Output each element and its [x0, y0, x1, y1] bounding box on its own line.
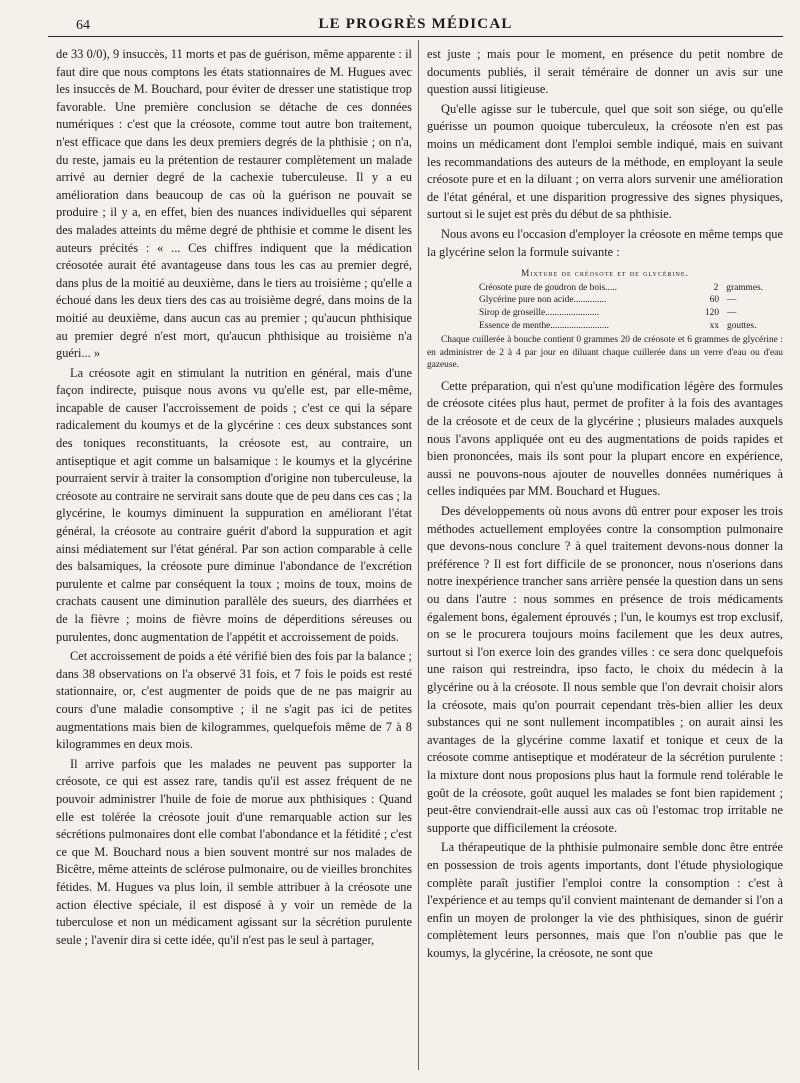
ingredient-quantity: 2: [713, 282, 719, 293]
paragraph: Il arrive parfois que les malades ne peuvent pas supporter la créosote, ce qui est assez rare, tandis qu'il est assez fréquent de ne pouvoir administrer l'huile de foie de morue aux phthisiques : Quand elle est tolérée la créosote jouit d'une remarquable action sur les sécrétions pulmonaires dont elle combat l'abondance et la fétidité ; c'est ce que M. Bouchard nous a bien souvent montré sur nos malades de Bicêtre, même atteints de sclérose pulmonaire, ou de vieilles bronchites fétides. M. Hugues va plus loin, il semble attribuer à la créosote une action élective spéciale, il est disposé à y voir un remède de la tuberculose et non un médicament agissant sur la sécrétion purulente seule ; l'avenir dira si cette idée, qu'il n'est pas le seul à partager,: [56, 756, 412, 947]
ingredient-unit: gouttes.: [727, 320, 757, 331]
ingredient-name: Créosote pure de goudron de bois.....: [479, 282, 617, 293]
formula-ingredient: [427, 320, 783, 333]
paragraph: Qu'elle agisse sur le tubercule, quel que soit son siége, ou qu'elle guérisse un poumon quoique tuberculeux, la créosote n'en est pas moins un médicament dont l'emploi semble indiqué, mais en suivant les recommandations des auteurs de la méthode, en employant la seule créosote pure et en la diluant ; on verra alors survenir une amélioration de l'état général, et une disparition progressive des signes physiques, surtout si le sujet est près du début de sa phthisie.: [427, 101, 783, 222]
formula-ingredient: [427, 294, 783, 307]
formula-block: [427, 267, 783, 372]
paragraph: Cette préparation, qui n'est qu'une modification légère des formules de créosote citées plus haut, permet de profiter à la fois des avantages de la créosote et de ceux de la glycérine ; plusieurs malades auxquels nous l'avons appliquée ont eu des augmentations de poids rapides et bien prononcées, mais ils sont pour la plupart encore en expérience, aussi ne pouvons-nous ajouter de nouvelles données numériques à celles indiquées par MM. Bouchard et Hugues.: [427, 378, 783, 499]
ingredient-name: Glycérine pure non acide..............: [479, 295, 607, 306]
ingredient-quantity: 120: [704, 307, 719, 318]
paragraph: Des développements où nous avons dû entrer pour exposer les trois méthodes actuellement employées contre la consomption pulmonaire que devons-nous conclure ? à quel traitement devons-nous donner la préférence ? Il est fort difficile de se prononcer, nous n'oserions dans notre inexpérience trancher sans arrière pensée la question dans un sens ou dans l'autre : nous sommes en présence de trois médicaments également bons, également éprouvés ; l'un, le koumys est trop exclusif, on se le procurera toujours moins facilement que les deux autres, surtout si l'on exerce loin des grandes villes : ce sera donc quelquefois une raison qui restreindra, ipso facto, le choix du médecin à la glycérine ou à la créosote. Il nous semble que l'on devrait choisir alors la créosote, mais qu'on pourrait cependant très-bien allier les deux substances qui ne sont nullement incompatibles ; on aurait ainsi les avantages de la glycérine comme laxatif et tonique et ceux de la créosote comme antiseptique et modérateur de la sécrétion purulente : la mixture dont nous proposions plus haut la formule rend tolérable le goût de la créosote, goût auquel les malades se font bien rapidement ; peut-être conviendrait-elle aussi aux cas où l'estomac trop irritable ne supporte que difficilement la créosote.: [427, 504, 783, 835]
page-header: [48, 14, 783, 37]
right-column: [427, 46, 783, 1071]
formula-note: Chaque cuillerée à bouche contient 0 grammes 20 de créosote et 6 grammes de glycérine : en administrer de 2 à 4 par jour en diluant chaque cuillerée dans un verre d'eau ou d'eau gazeuse.: [427, 335, 783, 371]
paragraph: Nous avons eu l'occasion d'employer la créosote en même temps que la glycérine selon la formule suivante :: [427, 226, 783, 259]
formula-title: Mixture de créosote et de glycérine.: [521, 268, 689, 279]
ingredient-unit: grammes.: [726, 282, 763, 293]
left-column: [56, 46, 412, 1071]
paragraph: est juste ; mais pour le moment, en présence du petit nombre de documents publiés, il serait téméraire de donner un avis sur une question aussi litigieuse.: [427, 47, 783, 97]
paragraph: La thérapeutique de la phthisie pulmonaire semble donc être entrée en possession de trois agents importants, dont l'étude physiologique complète paraît justifier l'emploi contre la consomption : c'est à l'expérience et au temps qu'il convient maintenant de demander si l'on a enfin un moyen de prolonger la vie des phthisiques, sinon de guérir complètement leurs personnes, mais que l'on n'oublie pas que le koumys, la glycérine, la créosote, ne sont que: [427, 840, 783, 960]
page-number: 64: [76, 18, 90, 33]
ingredient-unit: —: [727, 295, 737, 306]
ingredient-quantity: xx: [709, 320, 719, 331]
formula-ingredient: [427, 282, 783, 295]
ingredient-name: Essence de menthe.........................: [479, 320, 609, 331]
paragraph: de 33 0/0), 9 insuccès, 11 morts et pas de guérison, même apparente : il faut dire que nous comptons les états stationnaires de M. Hugues avec les insuccès de M. Bouchard, pour éviter de dresser une statistique trop favorable. Une première conclusion se détache de ces données numériques : c'est que la créosote, comme tout autre bon traitement, n'est efficace que dans les deux premiers degrés de la phthisie ; on n'a, du reste, jamais eu la prétention de restaurer complètement un malade arrivé au dernier degré de la cachexie tuberculeuse. Il y a eu amélioration dans beaucoup de cas où la guérison ne pouvait se produire ; il y a, en effet, bien des nuances individuelles qui séparent des malades atteints du même degré de phthisie et comme le disent les auteurs précités : « ... Ces chiffres indiquent que la médication créosotée aurait été avantageuse dans tous les cas au premier degré, dans plus de la moitié au deuxième, dans le tiers au troisième ; qu'elle a échoué dans les deux tiers des cas au troisième degré, dans moins de la moitié au deuxième, dans aucun cas au premier ; qu'aucun phthisique au premier degré n'est mort, qu'aucun phthisique au troisième n'a guéri... »: [56, 47, 412, 361]
column-divider: [418, 40, 419, 1070]
ingredient-quantity: 60: [709, 295, 719, 306]
ingredient-unit: —: [727, 307, 737, 318]
formula-ingredient: [427, 307, 783, 320]
paragraph: Cet accroissement de poids a été vérifié bien des fois par la balance ; dans 38 observations on l'a observé 31 fois, et 7 fois le poids est resté stationnaire, or, c'est augmenter de poids que de ne pas maigrir au cours d'une maladie consomptive ; il ne s'agit pas ici de petites augmentations mais bien de kilogrammes, quelquefois même de 7 à 8 kilogrammes en deux mois.: [56, 649, 412, 752]
journal-title: LE PROGRÈS MÉDICAL: [318, 16, 513, 32]
ingredient-name: Sirop de groseille.......................: [479, 307, 600, 318]
paragraph: La créosote agit en stimulant la nutrition en général, mais d'une façon indirecte, puisque nous avons vu qu'elle est, par elle-même, incapable de causer l'accroissement de poids ; c'est ce qui la sépare radicalement du koumys et de la glycérine : ces deux substances sont des toniques reconstituants, la créosote est, au contraire, un antiseptique et agit comme un balsamique : le koumys et la glycérine pourraient servir à traiter la consomption d'origine non tuberculeuse, la créosote au contraire ne servirait sans doute que de peu dans ces cas ; la glycérine, le koumys diminuent la suppuration en améliorant l'état général, la créosote au contraire guérit d'abord la suppuration et agit ainsi médiatement sur l'état général. Par son action comparable à celle des balsamiques, la créosote pure diminue l'abondance de l'excrétion purulente et calme par conséquent la toux ; moins de toux, moins de crachats causent une diminution parallèle des sueurs, des diarrhées et de la fièvre ; moins de fièvre moins de déperditions séreuses ou purulentes, donc augmentation de l'appétit et accroissement de poids.: [56, 365, 412, 644]
